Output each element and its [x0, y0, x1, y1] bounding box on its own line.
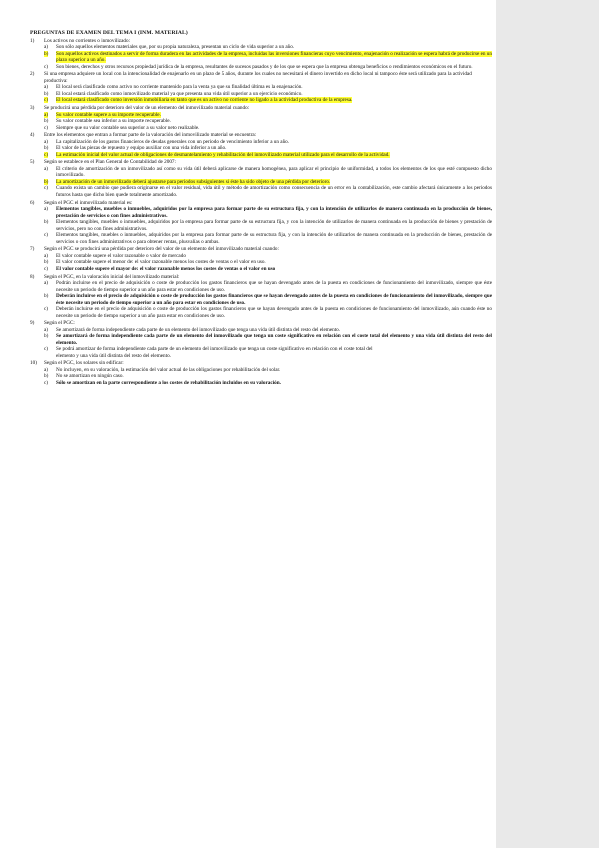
option-letter-text: b) [44, 333, 49, 340]
option-letter [44, 64, 56, 71]
option-text-content: El local estará clasificado como inversión inmobiliaria en tanto que es un activo no corriente no ligado a la actividad productiva de la empresa. [56, 97, 353, 104]
question-number: 5) [30, 159, 35, 166]
option-text-content: El valor contable supere el mayor de: el valor razonable menos los costes de ventas o el valor en uso [56, 265, 276, 272]
option-letter-text: c) [44, 232, 49, 239]
answer-option [44, 166, 492, 179]
option-letter-text: b) [44, 90, 49, 97]
option-text [56, 232, 492, 245]
question-text: Entre los elementos que entran a formar parte de la valoración del inmovilizado material se encuentra: [44, 132, 257, 139]
option-letter-text: c) [44, 124, 49, 131]
option-letter-text: b) [44, 293, 49, 299]
option-text-content: Cuando exista un cambio que pudiera originarse en el valor residual, vida útil y método de amortización como consecuencia de un error en la contabilización, este cambio afectará únicamente a los periodos futuros hasta que dicho bien quede totalmente amortizado. [56, 185, 492, 198]
option-text [56, 280, 492, 293]
question-stem [30, 71, 492, 84]
option-text-content: Son aquellos activos destinados a servir de forma duradera en las actividades de la empresa, incluidas las inversiones financieras cuyo vencimiento, enajenación o realización se espera habrá de producirse en un plazo superior a un año. [56, 50, 492, 64]
question-item [30, 132, 492, 158]
option-text-content: Deberán incluirse en el precio de adquisición o coste de producción los gastos financieros que se hayan devengado antes de la puesta en condiciones de funcionamiento del inmovilizado, aún cuando éste no necesite un periodo de tiempo superior a un año para estar en condiciones de uso. [56, 306, 492, 319]
option-text [56, 219, 492, 232]
answer-option [44, 232, 492, 245]
question-text: Si una empresa adquiere un local con la intencionalidad de enajenarlo en un plazo de 5 años, durante los cuales no necesitará el dinero invertido en dicho local ni tampoco éste será utilizado para la actividad productiva: [44, 71, 472, 84]
option-text-content: Se amortizará de forma independiente cada parte de un elemento del inmovilizado que tenga un coste significativo en relación con el coste total del elemento y una vida útil distinta del resto del elemento. [56, 333, 492, 346]
option-text [56, 266, 492, 273]
option-letter [44, 206, 56, 219]
option-text-content: La capitalización de los gastos financieros de deudas generales con un periodo de vencimiento inferior a un año. [56, 138, 290, 145]
option-letter [44, 51, 56, 64]
question-number: 7) [30, 246, 35, 253]
question-text: Según el PGC el inmovilizado material es: [44, 199, 133, 206]
option-letter-text: c) [44, 306, 49, 312]
option-text-content: El criterio de amortización de un inmovilizado así como su vida útil deberá aplicarse de manera homogénea, para aplicar el principio de uniformidad, a todos los elementos de los que esté compuesto dicho inmovilizado. [56, 165, 492, 179]
option-text-content: Se amortizará de forma independiente cada parte de un elemento del inmovilizado que tenga una vida útil distinta del resto del elemento. [56, 326, 341, 333]
question-number: 9) [30, 320, 35, 327]
question-number: 8) [30, 273, 35, 280]
answer-option [44, 266, 492, 273]
question-number: 4) [30, 132, 35, 139]
question-text: Según el PGC: [44, 320, 75, 327]
option-letter-text: a) [44, 280, 49, 286]
option-text [56, 380, 492, 387]
option-text-content: No incluyen, en su valoración, la estimación del valor actual de las obligaciones por rehabilitación del solar. [56, 366, 281, 373]
question-item [30, 246, 492, 272]
option-text-content: Siempre que su valor contable sea superior a su valor neto realizable. [56, 124, 200, 131]
question-item [30, 360, 492, 386]
option-text-content: El valor contable supere el valor razonable o valor de mercado [56, 252, 186, 259]
option-letter-text: c) [44, 265, 49, 272]
answer-option [44, 280, 492, 293]
option-text-content: No se amortizan en ningún caso. [56, 373, 124, 380]
question-number: 6) [30, 199, 35, 206]
option-text [56, 185, 492, 198]
option-letter-text: c) [44, 346, 49, 353]
option-letter-text: a) [44, 326, 49, 333]
option-text-content: Se podrá amortizar de forma independiente cada parte de un elemento del inmovilizado que tenga un coste significativo en relación con el coste total del [56, 346, 373, 353]
option-letter [44, 380, 56, 387]
option-letter [44, 280, 56, 293]
option-text [56, 306, 492, 319]
answer-option [44, 51, 492, 64]
option-letter [44, 306, 56, 319]
option-letter-text: a) [44, 206, 49, 213]
option-letter-text: c) [44, 379, 49, 386]
question-list [30, 38, 492, 387]
question-item [30, 274, 492, 320]
question-item [30, 320, 492, 359]
answer-option [44, 206, 492, 219]
option-letter [44, 346, 56, 353]
option-letter [44, 185, 56, 198]
document-content [30, 30, 492, 386]
option-letter [44, 125, 56, 132]
question-text: Según el PGC, los solares sin edificar: [44, 360, 124, 367]
option-letter [44, 152, 56, 159]
option-text-content: Podrán incluirse en el precio de adquisición o coste de producción los gastos financieros que se hayan devengado antes de la puesta en condiciones de funcionamiento del inmovilizado, siempre que éste necesite un periodo de tiempo superior a un año para estar en condiciones de uso. [56, 280, 492, 293]
option-letter-text: b) [44, 118, 49, 125]
question-number: 10) [30, 360, 37, 367]
answer-option [44, 152, 492, 159]
option-letter-text: a) [44, 138, 49, 145]
option-text-content: Sólo se amortizan en la parte correspondiente a los costes de rehabilitación incluidos en su valoración. [56, 379, 281, 386]
document-title: PREGUNTAS DE EXAMEN DEL TEMA I (INM. MATERIAL) [30, 30, 188, 36]
option-letter [44, 97, 56, 104]
option-text-content: El valor de las piezas de repuesto y equipo auxiliar con una vida inferior a un año. [56, 145, 227, 152]
option-letter-text: c) [44, 97, 49, 104]
question-item [30, 159, 492, 198]
question-text: Según el PGC, en la valoración inicial del inmovilizado material: [44, 273, 180, 280]
option-text [56, 346, 492, 353]
option-letter-text: b) [44, 50, 49, 57]
option-letter-text: b) [44, 219, 49, 226]
question-number: 2) [30, 71, 35, 78]
option-letter [44, 219, 56, 232]
answer-option [44, 185, 492, 198]
question-text: Se producirá una pérdida por deterioro del valor de un elemento del inmovilizado material cuando: [44, 105, 250, 112]
question-text: Según el PGC se producirá una pérdida por deterioro del valor de un elemento del inmovilizado material cuando: [44, 246, 279, 253]
option-text [56, 206, 492, 219]
option-letter-text: b) [44, 259, 49, 266]
answer-option [44, 333, 492, 346]
option-letter-text: a) [44, 165, 49, 172]
option-text-content: Son sólo aquellos elementos materiales que, por su propia naturaleza, presentan un ciclo de vida superior a un año. [56, 44, 295, 51]
question-item [30, 38, 492, 71]
option-letter-text: c) [44, 151, 49, 158]
question-number: 3) [30, 105, 35, 112]
option-letter-text: c) [44, 63, 49, 70]
answer-option [44, 64, 492, 71]
option-text-content: Su valor contable sea inferior a su importe recuperable. [56, 118, 171, 125]
option-text [56, 293, 492, 306]
option-text [56, 125, 492, 132]
question-item [30, 200, 492, 246]
question-text: Los activos no corrientes o inmovilizado: [44, 37, 131, 44]
answer-option [44, 346, 492, 353]
option-letter [44, 266, 56, 273]
option-letter-text: b) [44, 373, 49, 380]
question-text: Según se establece en el Plan General de Contabilidad de 2007: [44, 159, 176, 166]
option-letter-text: b) [44, 178, 49, 185]
option-text-content: El local estará clasificado como inmovilizado material ya que presenta una vida útil superior a un ejercicio económico. [56, 90, 303, 97]
option-letter-text: a) [44, 366, 49, 373]
option-text-content: Deberán incluirse en el precio de adquisición o coste de producción los gastos financieros que se hayan devengado antes de la puesta en condiciones de funcionamiento del inmovilizado, siempre que éste necesite un periodo de tiempo superior a un año para estar en condiciones de uso. [56, 293, 492, 306]
option-letter [44, 232, 56, 245]
option-text-content: Elementos tangibles, muebles o inmuebles, adquiridos por la empresa para formar parte de su estructura fija, y con la intención de utilizarlos de manera continuada en la producción de bienes, prestación de servicios o con fines administrativos. [56, 206, 492, 219]
option-text [56, 64, 492, 71]
option-continuation: elemento y una vida útil distinta del resto del elemento. [56, 352, 171, 359]
answer-option [44, 219, 492, 232]
option-text-content: El local será clasificado como activo no corriente mantenido para la venta ya que su finalidad última es la enajenación. [56, 84, 303, 91]
option-letter-text: a) [44, 84, 49, 91]
option-text [56, 51, 492, 64]
option-letter [44, 293, 56, 306]
option-letter-text: a) [44, 44, 49, 51]
question-item [30, 105, 492, 131]
option-text-content: La estimación inicial del valor actual de obligaciones de desmantelamiento y rehabilitación del inmovilizado material utilizado para el desarrollo de la actividad. [56, 151, 390, 158]
option-text [56, 333, 492, 346]
option-text-content: La amortización de un inmovilizado deberá ajustarse para periodos subsiguientes si éste ha sido objeto de una pérdida por deterioro. [56, 178, 331, 185]
question-item [30, 71, 492, 104]
comments-sidebar [496, 0, 599, 848]
option-letter [44, 166, 56, 179]
option-text-content: Elementos tangibles, muebles o inmuebles, adquiridos por la empresa para formar parte de su estructura fija, y con la intención de utilizarlos de manera continuada en la producción de bienes, prestación de servicios o con fines administrativos o para obtener rentas, plusvalías o ambas. [56, 232, 492, 245]
option-letter-text: c) [44, 185, 49, 192]
option-text-content: El valor contable supere el menor de: el valor razonable menos los costes de ventas o el valor en uso. [56, 259, 266, 266]
answer-option [44, 97, 492, 104]
option-text-content: Elementos tangibles, muebles o inmuebles, adquiridos por la empresa para formar parte de su estructura fija, y con la intención de utilizarlos de manera continuada en la producción de bienes y prestación de servicios, pero no con fines administrativos. [56, 219, 492, 232]
option-text-content: Son bienes, derechos y otros recursos propiedad jurídica de la empresa, resultantes de sucesos pasados y de los que se espera que la empresa obtenga beneficios o rendimientos económicos en el futuro. [56, 63, 473, 70]
option-letter-text: b) [44, 145, 49, 152]
option-letter [44, 333, 56, 346]
option-text [56, 97, 492, 104]
answer-option [44, 293, 492, 306]
answer-option [44, 125, 492, 132]
option-text [56, 166, 492, 179]
question-number: 1) [30, 37, 35, 44]
option-letter-text: a) [44, 111, 49, 118]
option-letter-text: a) [44, 252, 49, 259]
answer-option [44, 380, 492, 387]
option-text-content: Su valor contable supere a su importe recuperable. [56, 111, 161, 118]
answer-option [44, 306, 492, 319]
option-text [56, 152, 492, 159]
